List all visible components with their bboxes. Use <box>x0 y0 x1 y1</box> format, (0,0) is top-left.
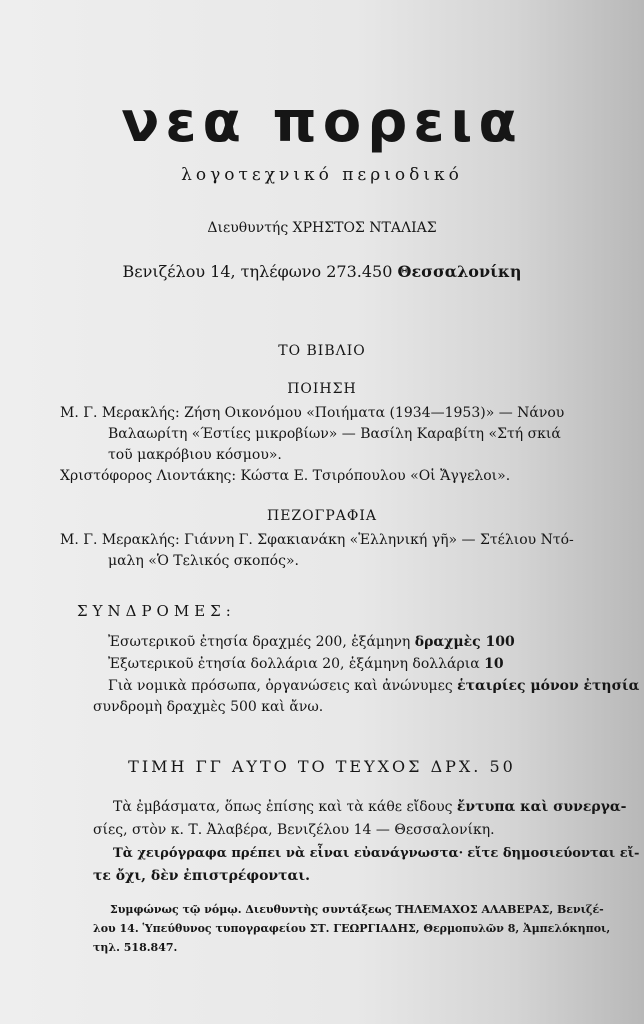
prose-heading: ΠΕΖΟΓΡΑΦΙΑ <box>267 508 377 524</box>
notice-line: σίες, στὸν κ. Τ. Ἀλαβέρα, Βενιζέλου 14 — Θεσσαλονίκη. <box>93 822 495 838</box>
director-line: Διευθυντής ΧΡΗΣΤΟΣ ΝΤΑΛΙΑΣ <box>207 220 437 236</box>
subscription-foreign <box>108 654 504 675</box>
subscription-domestic <box>108 632 515 653</box>
book-section-heading: ΤΟ ΒΙΒΛΙΟ <box>278 343 366 359</box>
issue-price: ΤΙΜΗ ΓΓ ΑΥΤΟ ΤΟ ΤΕΥΧΟΣ ΔΡΧ. 50 <box>128 757 516 776</box>
subscription-text: Ἐσωτερικοῦ ἐτησία δραχμές 200, ἑξάμηνη <box>108 634 411 650</box>
prose-entry: μαλη «Ὁ Τελικός σκοπός». <box>108 553 299 569</box>
subscription-text: Ἐξωτερικοῦ ἐτησία δολλάρια 20, ἑξάμηνη δολλάρια <box>108 656 480 672</box>
poetry-entry: τοῦ μακρόβιου κόσμου». <box>108 447 282 463</box>
notice-bold: ἔντυπα καὶ συνεργα- <box>456 799 627 815</box>
prose-entry: Μ. Γ. Μερακλής: Γιάννη Γ. Σφακιανάκη «Ἑλληνική γῆ» — Στέλιου Ντό- <box>60 532 574 548</box>
poetry-heading: ΠΟΙΗΣΗ <box>287 381 357 397</box>
notice-line <box>113 796 627 819</box>
subscription-corporate-cont: συνδρομὴ δραχμὲς 500 καὶ ἄνω. <box>93 699 324 715</box>
poetry-entry: Μ. Γ. Μερακλής: Ζήση Οικονόμου «Ποιήματα (1934—1953)» — Νάνου <box>60 405 565 421</box>
notice-bold: εἴτε δημοσιεύονται εἴ- <box>467 846 640 861</box>
poetry-entry: Βαλαωρίτη «Έστίες μικροβίων» — Βασίλη Καραβίτη «Στή σκιά <box>108 426 561 442</box>
notice-text: Τὰ ἐμβάσματα, ὅπως ἐπίσης καὶ τὰ κάθε εἴδους <box>113 799 453 815</box>
subscription-bold: 10 <box>484 656 504 672</box>
address-line <box>0 262 644 281</box>
subscription-text: Γιὰ νομικὰ πρόσωπα, ὀργανώσεις καὶ ἀνώνυμες <box>108 678 453 694</box>
masthead-title: νεα πορεια <box>121 90 523 155</box>
address-street: Βενιζέλου 14, τηλέφωνο <box>122 262 322 281</box>
subscription-bold: δραχμὲς 100 <box>414 634 515 650</box>
legal-line: λου 14. Ὑπεύθυνος τυπογραφείου ΣΤ. ΓΕΩΡΓΙΑΔΗΣ, Θερμοπυλῶν 8, Ἀμπελόκηποι, <box>93 922 611 935</box>
legal-line: τηλ. 518.847. <box>93 941 178 954</box>
poetry-entry: Χριστόφορος Λιοντάκης: Κώστα Ε. Τσιρόπουλου «Οἱ Ἄγγελοι». <box>60 468 511 484</box>
notice-line: τε ὄχι, δὲν ἐπιστρέφονται. <box>93 868 310 884</box>
notice-line <box>113 842 639 865</box>
notice-text: Τὰ χειρόγραφα πρέπει νὰ εἶναι εὐανάγνωστα· <box>113 846 464 861</box>
address-city: Θεσσαλονίκη <box>397 262 522 281</box>
subscription-corporate <box>108 676 639 697</box>
address-phone: 273.450 <box>326 262 393 281</box>
masthead-subtitle: λογοτεχνικό περιοδικό <box>181 165 463 185</box>
subscription-bold: ἑταιρίες μόνον ἐτησία <box>457 678 640 694</box>
subscriptions-heading: ΣΥΝΔΡΟΜΕΣ: <box>77 602 236 620</box>
legal-line: Συμφώνως τῷ νόμῳ. Διευθυντὴς συντάξεως ΤΗΛΕΜΑΧΟΣ ΑΛΑΒΕΡΑΣ, Βενιζέ- <box>110 903 604 916</box>
